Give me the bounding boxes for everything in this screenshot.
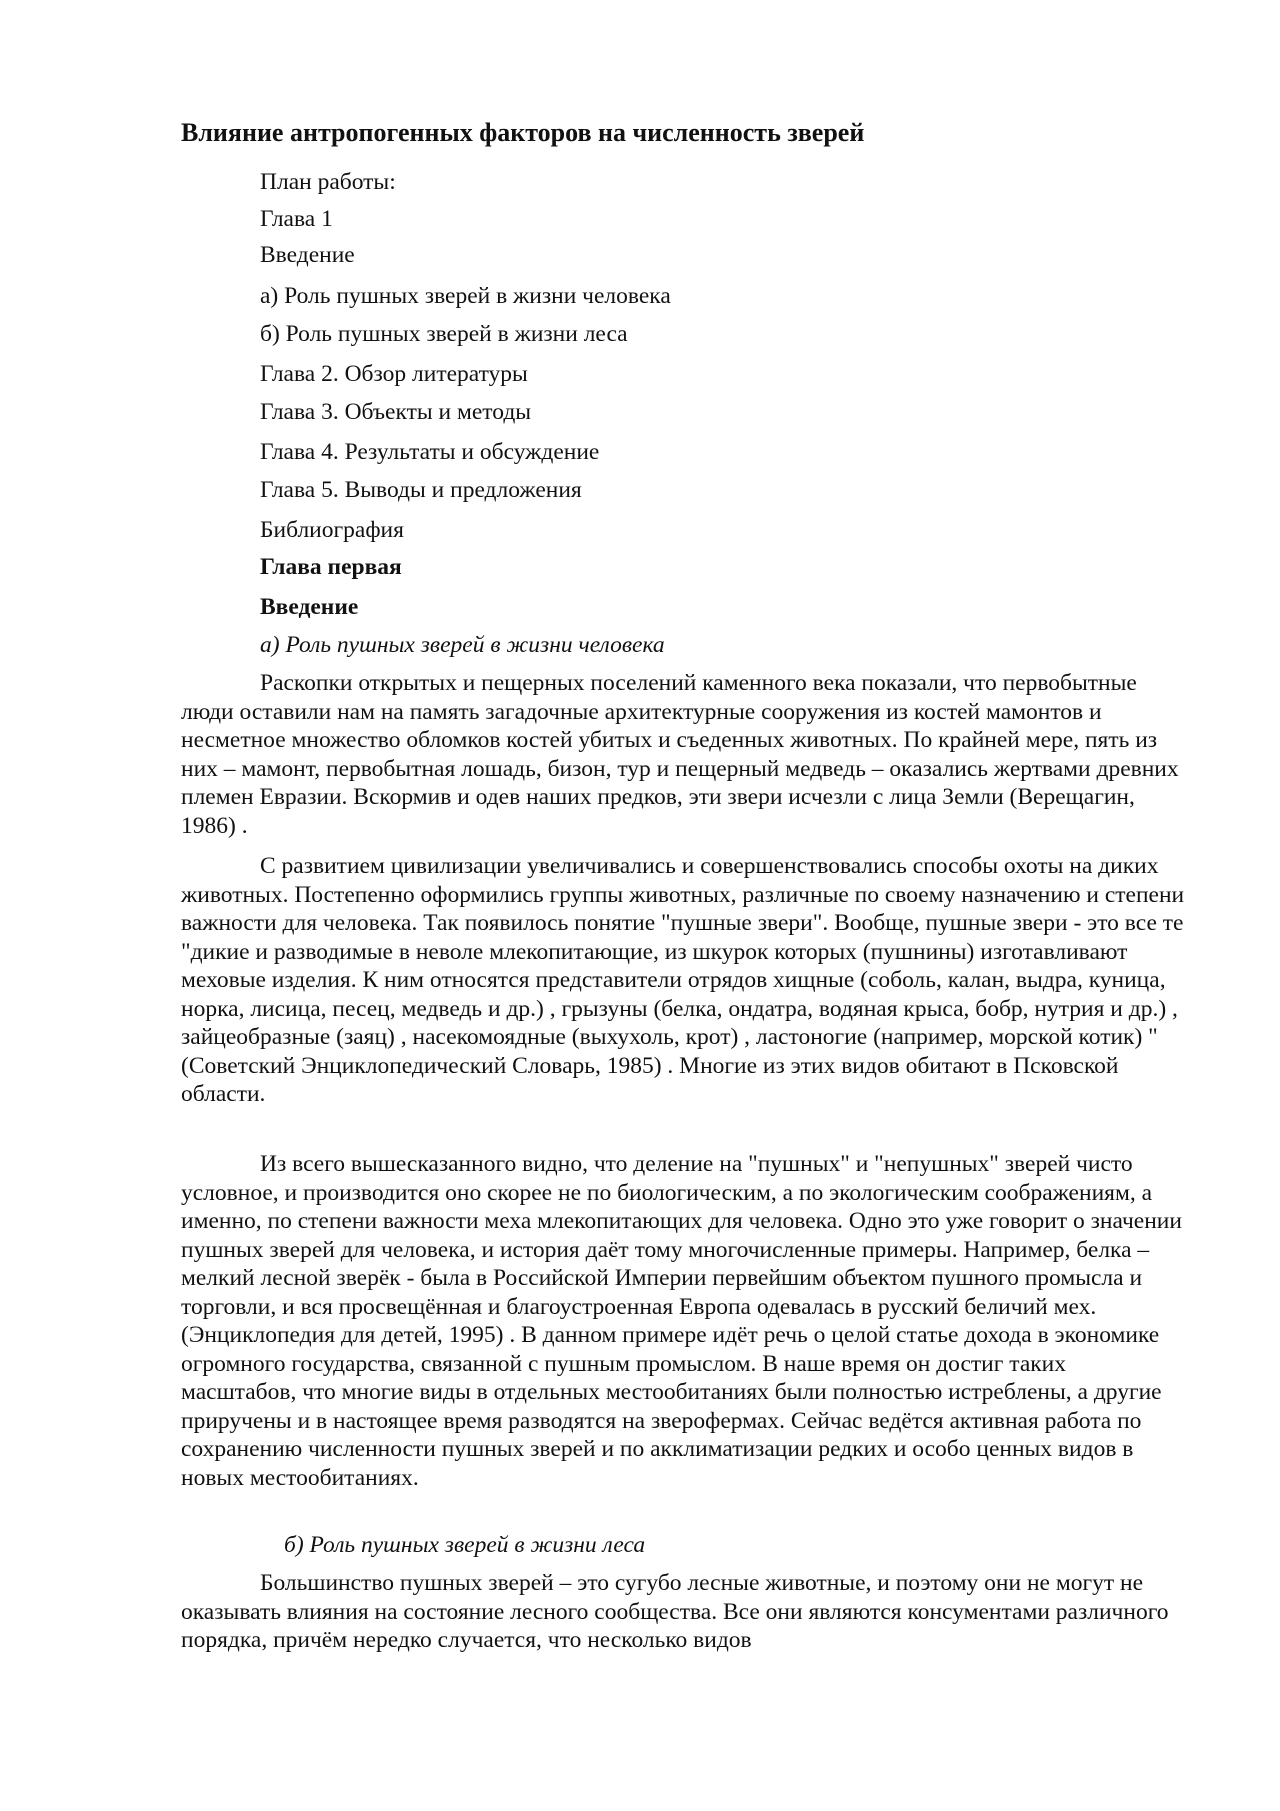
paragraph: Из всего вышесказанного видно, что деление на "пушных" и "непушных" зверей чисто условное, и производится оно скорее не по биологическим, а по экологическим соображениям, а именно, по степени важности меха млекопитающих для человека. Одно это уже говорит о значении пушных зверей для человека, и история даёт тому многочисленные примеры. Например, белка – мелкий лесной зверёк - была в Российской Империи первейшим объектом пушного промысла и торговли, и вся просвещённая и благоустроенная Европа одевалась в русский беличий мех. (Энциклопедия для детей, 1995) . В данном примере идёт речь о целой статье дохода в экономике огромного государства, связанной с пушным промыслом. В наше время он достиг таких масштабов, что многие виды в отдельных местообитаниях были полностью истреблены, а другие приручены и в настоящее время разводятся на зверофермах. Сейчас ведётся активная работа по сохранению численности пушных зверей и по акклиматизации редких и особо ценных видов в новых местообитаниях.: [181, 1151, 1182, 1491]
plan-line: б) Роль пушных зверей в жизни леса: [260, 321, 628, 347]
paragraph: Большинство пушных зверей – это сугубо лесные животные, и поэтому они не могут не оказывать влияния на состояние лесного сообщества. Все они являются консументами различного порядка, причём нередко случается, что несколько видов: [181, 1570, 1169, 1653]
paragraph: Раскопки открытых и пещерных поселений каменного века показали, что первобытные люди оставили нам на память загадочные архитектурные сооружения из костей мамонтов и несметное множество обломков костей убитых и съеденных животных. По крайней мере, пять из них – мамонт, первобытная лошадь, бизон, тур и пещерный медведь – оказались жертвами древних племен Евразии. Вскормив и одев наших предков, эти звери исчезли с лица Земли (Верещагин, 1986) .: [181, 670, 1179, 839]
plan-line: План работы:: [260, 169, 396, 195]
plan-line: Глава 4. Результаты и обсуждение: [260, 439, 600, 465]
plan-line: Глава 2. Обзор литературы: [260, 361, 528, 387]
plan-line: а) Роль пушных зверей в жизни человека: [260, 283, 671, 309]
section-a-heading: а) Роль пушных зверей в жизни человека: [260, 632, 665, 658]
paragraph: С развитием цивилизации увеличивались и совершенствовались способы охоты на диких животных. Постепенно оформились группы животных, различные по своему назначению и степени важности для человека. Так появилось понятие "пушные звери". Вообще, пушные звери - это все те "дикие и разводимые в неволе млекопитающие, из шкурок которых (пушнины) изготавливают меховые изделия. К ним относятся представители отрядов хищные (соболь, калан, выдра, куница, норка, лисица, песец, медведь и др.) , грызуны (белка, ондатра, водяная крыса, бобр, нутрия и др.) , зайцеобразные (заяц) , насекомоядные (выхухоль, крот) , ластоногие (например, морской котик) " (Советский Энциклопедический Словарь, 1985) . Многие из этих видов обитают в Псковской области.: [181, 853, 1185, 1107]
plan-line: Глава 5. Выводы и предложения: [260, 477, 582, 503]
document-title: Влияние антропогенных факторов на численность зверей: [181, 118, 865, 147]
section-b-heading: б) Роль пушных зверей в жизни леса: [284, 1532, 646, 1558]
chapter-heading: Глава первая: [260, 554, 402, 580]
plan-line: Библиография: [260, 517, 404, 543]
plan-line: Введение: [260, 242, 355, 268]
plan-line: Глава 1: [260, 206, 333, 232]
plan-line: Глава 3. Объекты и методы: [260, 399, 532, 425]
intro-heading: Введение: [260, 594, 359, 620]
